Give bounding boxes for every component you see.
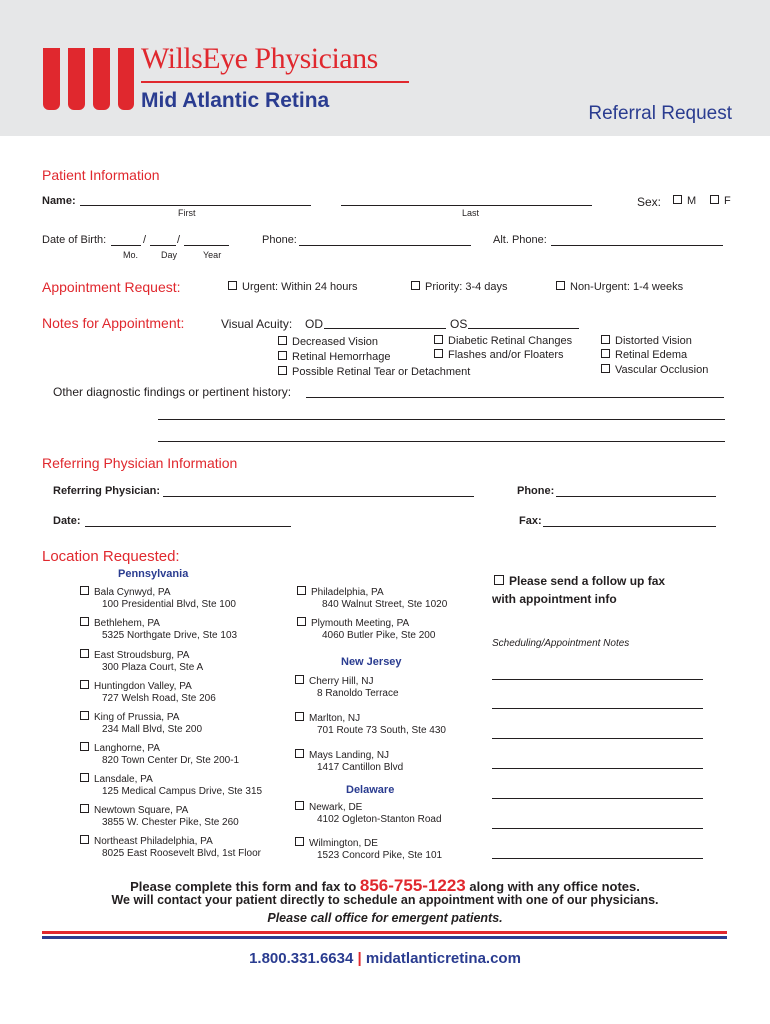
followup-line-1: Please send a follow up fax: [509, 574, 666, 588]
checkbox-icon[interactable]: [80, 711, 89, 720]
footer-separator: |: [357, 950, 362, 967]
checkbox-icon[interactable]: [297, 617, 306, 626]
location-name: Wilmington, DE: [309, 838, 378, 849]
checkbox-icon[interactable]: [80, 804, 89, 813]
location-option[interactable]: [80, 680, 216, 704]
checkbox-icon[interactable]: [295, 712, 304, 721]
location-address: 727 Welsh Road, Ste 206: [102, 693, 216, 704]
location-name: Newtown Square, PA: [94, 805, 189, 816]
option-label: Distorted Vision: [615, 335, 692, 347]
os-label: OS: [450, 317, 468, 331]
non-urgent-label: Non-Urgent: 1-4 weeks: [570, 281, 684, 293]
first-name-field[interactable]: [80, 205, 311, 206]
phone-label: Phone:: [262, 234, 297, 246]
last-label: Last: [462, 208, 480, 218]
appointment-request-title: Appointment Request:: [42, 279, 181, 295]
sex-f-checkbox[interactable]: [710, 195, 731, 207]
brand-divider: [141, 81, 409, 83]
sex-m-label: M: [687, 195, 697, 207]
footer-line-1-pre: Please complete this form and fax to: [130, 879, 357, 894]
location-option[interactable]: [295, 675, 399, 699]
location-name: King of Prussia, PA: [94, 712, 180, 723]
checkbox-icon[interactable]: [295, 675, 304, 684]
location-address: 5325 Northgate Drive, Ste 103: [102, 630, 238, 641]
page-header: [0, 0, 770, 136]
footer-phone: 1.800.331.6634: [249, 950, 354, 967]
checkbox-icon[interactable]: [80, 617, 89, 626]
referring-phone-label: Phone:: [517, 485, 555, 497]
other-findings-label: Other diagnostic findings or pertinent history:: [53, 385, 292, 399]
scheduling-line-5[interactable]: [492, 798, 703, 799]
scheduling-line-3[interactable]: [492, 738, 703, 739]
option-label: Flashes and/or Floaters: [448, 349, 564, 361]
option-retinal-hemorrhage[interactable]: [278, 351, 390, 363]
footer-stripe-blue: [42, 936, 727, 939]
referring-physician-label: Referring Physician:: [53, 485, 160, 497]
fax-field[interactable]: [543, 526, 716, 527]
day-label: Day: [161, 250, 178, 260]
location-address: 100 Presidential Blvd, Ste 100: [102, 599, 236, 610]
location-address: 8 Ranoldo Terrace: [317, 688, 399, 699]
os-field[interactable]: [468, 328, 579, 329]
new-jersey-header: New Jersey: [341, 656, 402, 668]
location-address: 3855 W. Chester Pike, Ste 260: [102, 817, 239, 828]
location-option[interactable]: [80, 773, 262, 797]
other-findings-line-1[interactable]: [306, 397, 724, 398]
priority-label: Priority: 3-4 days: [425, 281, 508, 293]
priority-checkbox[interactable]: [411, 281, 508, 293]
location-name: Philadelphia, PA: [311, 587, 384, 598]
location-option[interactable]: [80, 804, 239, 828]
referring-phone-field[interactable]: [556, 496, 716, 497]
location-name: Lansdale, PA: [94, 774, 153, 785]
brand-name: WillsEye Physicians: [141, 42, 378, 75]
location-title: Location Requested:: [42, 548, 180, 565]
location-option[interactable]: [295, 749, 403, 773]
urgent-checkbox[interactable]: [228, 281, 358, 293]
location-option[interactable]: [297, 586, 447, 610]
scheduling-line-1[interactable]: [492, 679, 703, 680]
dob-year-field[interactable]: [184, 245, 229, 246]
location-name: Langhorne, PA: [94, 743, 160, 754]
brand-subtitle: Mid Atlantic Retina: [141, 89, 330, 112]
scheduling-line-2[interactable]: [492, 708, 703, 709]
form-title: Referral Request: [588, 103, 732, 124]
date-field[interactable]: [85, 526, 291, 527]
checkbox-icon[interactable]: [295, 801, 304, 810]
location-name: Bethlehem, PA: [94, 618, 160, 629]
date-label: Date:: [53, 515, 81, 527]
checkbox-icon[interactable]: [80, 680, 89, 689]
alt-phone-label: Alt. Phone:: [493, 234, 547, 246]
location-name: Marlton, NJ: [309, 713, 361, 724]
checkbox-icon[interactable]: [80, 742, 89, 751]
referring-physician-field[interactable]: [163, 496, 474, 497]
location-option[interactable]: [80, 586, 236, 610]
footer-line-3: Please call office for emergent patients.: [267, 911, 503, 925]
location-address: 820 Town Center Dr, Ste 200-1: [102, 755, 240, 766]
option-diabetic-changes[interactable]: [434, 335, 572, 347]
phone-field[interactable]: [299, 245, 471, 246]
option-label: Diabetic Retinal Changes: [448, 335, 573, 347]
dob-slash-1: /: [143, 234, 147, 246]
fax-label: Fax:: [519, 515, 542, 527]
sex-label: Sex:: [637, 195, 662, 209]
option-label: Retinal Edema: [615, 349, 688, 361]
pennsylvania-header: Pennsylvania: [118, 568, 189, 580]
location-option[interactable]: [295, 801, 442, 825]
location-address: 840 Walnut Street, Ste 1020: [322, 599, 448, 610]
footer-website: midatlanticretina.com: [365, 950, 521, 967]
location-address: 701 Route 73 South, Ste 430: [317, 725, 446, 736]
scheduling-line-6[interactable]: [492, 828, 703, 829]
checkbox-icon[interactable]: [80, 773, 89, 782]
other-findings-line-2[interactable]: [158, 419, 725, 420]
delaware-header: Delaware: [346, 784, 395, 796]
location-address: 8025 East Roosevelt Blvd, 1st Floor: [102, 848, 261, 859]
name-label: Name:: [42, 195, 76, 207]
patient-info-title: Patient Information: [42, 167, 160, 183]
dob-day-field[interactable]: [150, 245, 176, 246]
dob-label: Date of Birth:: [42, 234, 107, 246]
checkbox-icon[interactable]: [80, 649, 89, 658]
last-name-field[interactable]: [341, 205, 592, 206]
followup-fax-checkbox[interactable]: [494, 574, 665, 588]
followup-line-2: with appointment info: [492, 592, 617, 606]
urgent-label: Urgent: Within 24 hours: [242, 281, 358, 293]
footer-stripe-red: [42, 931, 727, 934]
location-option[interactable]: [80, 617, 237, 641]
alt-phone-field[interactable]: [551, 245, 723, 246]
location-address: 300 Plaza Court, Ste A: [102, 662, 204, 673]
location-option[interactable]: [295, 837, 442, 861]
option-flashes-floaters[interactable]: [434, 349, 564, 361]
sex-f-label: F: [724, 195, 731, 207]
option-possible-tear[interactable]: [278, 366, 470, 378]
option-decreased-vision[interactable]: [278, 336, 378, 348]
footer-contact: [0, 950, 770, 967]
location-option[interactable]: [295, 712, 446, 736]
option-label: Possible Retinal Tear or Detachment: [292, 366, 471, 378]
checkbox-icon[interactable]: [295, 837, 304, 846]
od-label: OD: [305, 317, 323, 331]
non-urgent-checkbox[interactable]: [556, 281, 683, 293]
location-option[interactable]: [297, 617, 435, 641]
visual-acuity-label: Visual Acuity:: [221, 317, 293, 331]
location-address: 234 Mall Blvd, Ste 200: [102, 724, 203, 735]
dob-slash-2: /: [177, 234, 181, 246]
od-field[interactable]: [324, 328, 446, 329]
mo-label: Mo.: [123, 250, 139, 260]
location-option[interactable]: [80, 711, 202, 735]
notes-title: Notes for Appointment:: [42, 315, 185, 331]
footer-fax-number: 856-755-1223: [359, 876, 466, 895]
option-distorted-vision[interactable]: [601, 335, 692, 347]
option-label: Vascular Occlusion: [615, 364, 709, 376]
checkbox-icon[interactable]: [80, 586, 89, 595]
checkbox-icon[interactable]: [297, 586, 306, 595]
checkbox-icon[interactable]: [80, 835, 89, 844]
option-retinal-edema[interactable]: [601, 349, 687, 361]
location-address: 1417 Cantillon Blvd: [317, 762, 404, 773]
location-name: Bala Cynwyd, PA: [94, 587, 171, 598]
footer-line-2: We will contact your patient directly to schedule an appointment with one of our physicians.: [111, 893, 659, 907]
option-label: Retinal Hemorrhage: [292, 351, 391, 363]
option-vascular-occlusion[interactable]: [601, 364, 708, 376]
location-name: Northeast Philadelphia, PA: [94, 836, 213, 847]
scheduling-line-7[interactable]: [492, 858, 703, 859]
location-address: 1523 Concord Pike, Ste 101: [317, 850, 443, 861]
location-address: 4060 Butler Pike, Ste 200: [322, 630, 436, 641]
dob-month-field[interactable]: [111, 245, 141, 246]
location-name: Newark, DE: [309, 802, 363, 813]
location-address: 125 Medical Campus Drive, Ste 315: [102, 786, 263, 797]
location-name: Cherry Hill, NJ: [309, 676, 374, 687]
location-option[interactable]: [80, 649, 203, 673]
first-label: First: [178, 208, 196, 218]
location-option[interactable]: [80, 742, 239, 766]
referring-title: Referring Physician Information: [42, 455, 238, 471]
location-name: Plymouth Meeting, PA: [311, 618, 410, 629]
scheduling-notes-label: Scheduling/Appointment Notes: [492, 638, 630, 649]
location-address: 4102 Ogleton-Stanton Road: [317, 814, 442, 825]
other-findings-line-3[interactable]: [158, 441, 725, 442]
location-option[interactable]: [80, 835, 261, 859]
location-name: Huntingdon Valley, PA: [94, 681, 192, 692]
year-label: Year: [203, 250, 222, 260]
checkbox-icon[interactable]: [295, 749, 304, 758]
sex-m-checkbox[interactable]: [673, 195, 696, 207]
location-name: East Stroudsburg, PA: [94, 650, 190, 661]
footer-line-1-post: along with any office notes.: [469, 879, 640, 894]
location-name: Mays Landing, NJ: [309, 750, 390, 761]
option-label: Decreased Vision: [292, 336, 379, 348]
scheduling-line-4[interactable]: [492, 768, 703, 769]
